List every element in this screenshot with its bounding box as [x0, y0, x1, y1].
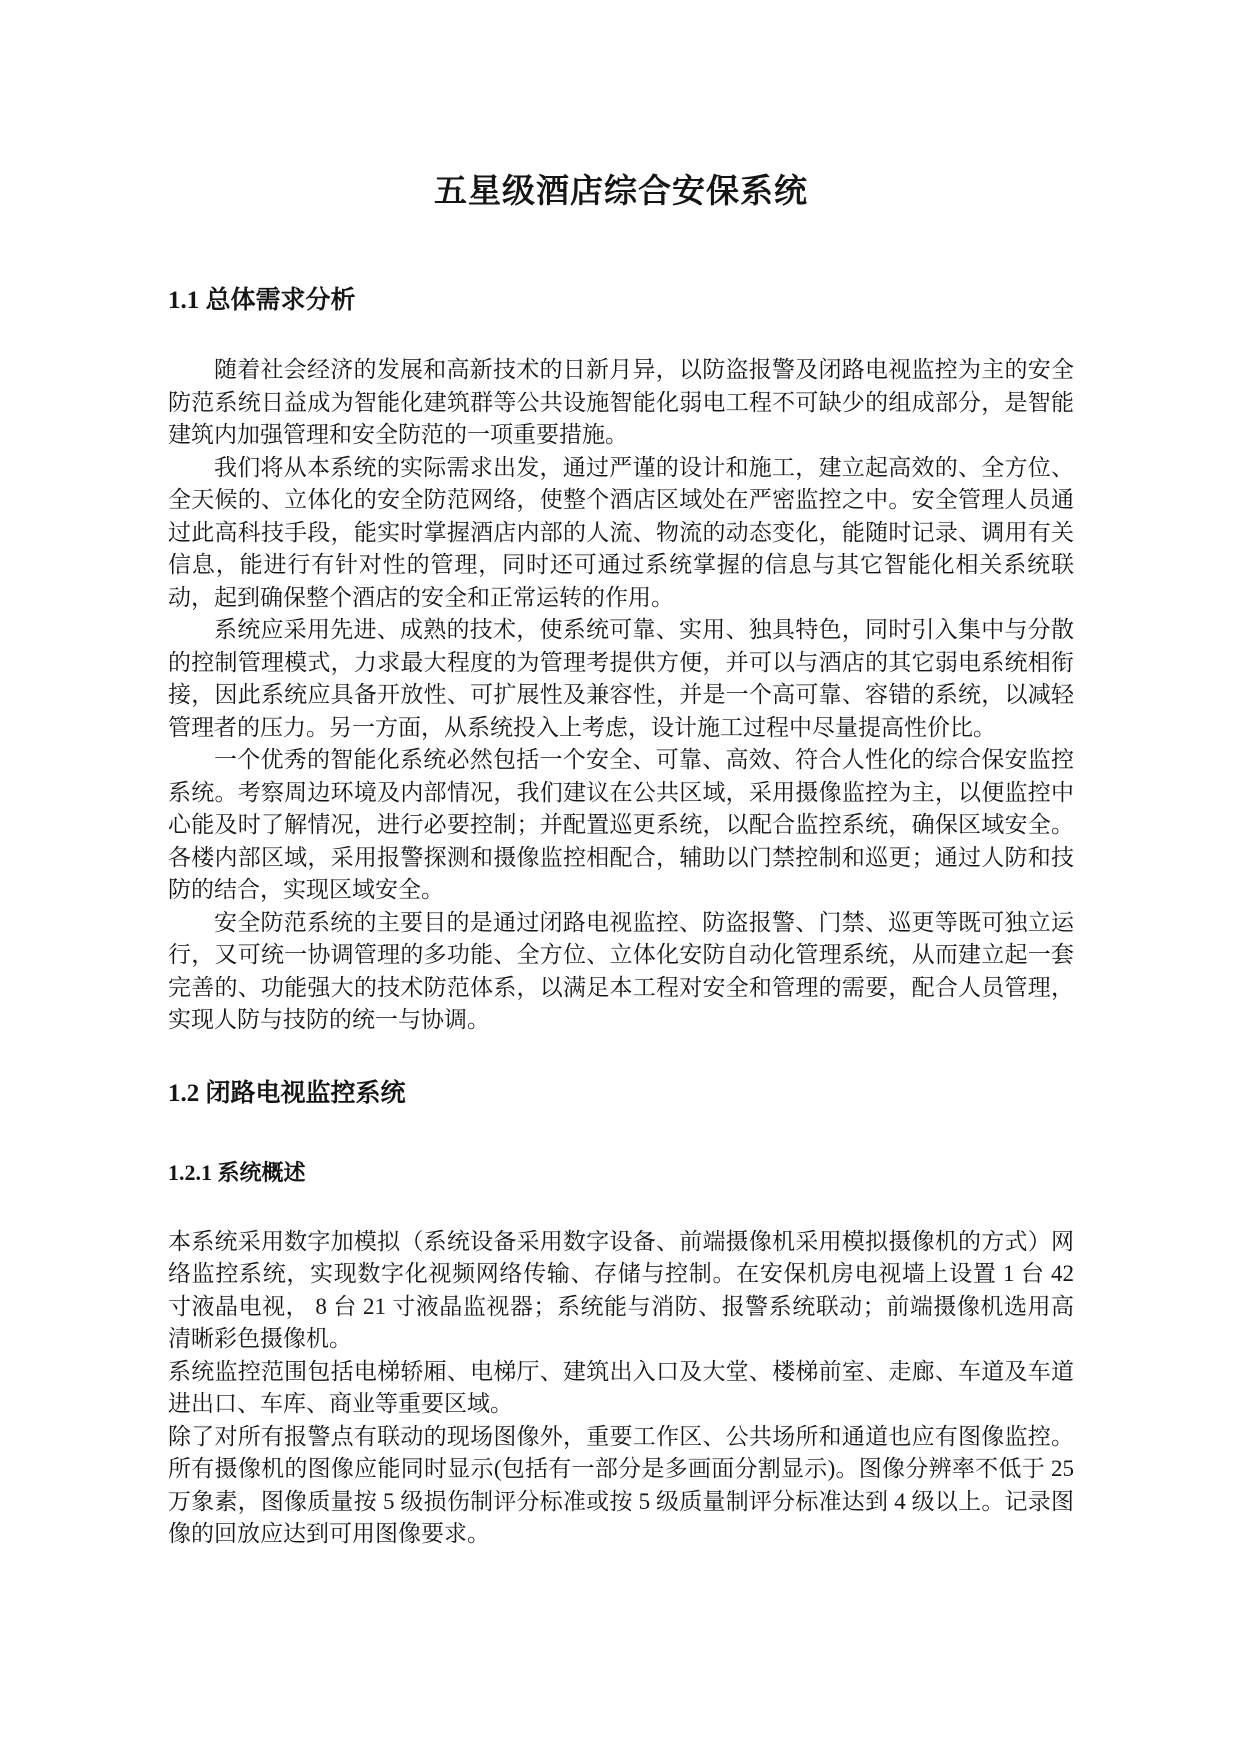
paragraph-overview-1: 随着社会经济的发展和高新技术的日新月异，以防盗报警及闭路电视监控为主的安全防范系统日益成为智能化建筑群等公共设施智能化弱电工程不可缺少的组成部分，是智能建筑内加强管理和安全防范的一项重要措施。: [168, 357, 1074, 447]
section-heading-1-2-1: 1.2.1 系统概述: [168, 1159, 306, 1185]
paragraph-cctv-3: 除了对所有报警点有联动的现场图像外，重要工作区、公共场所和通道也应有图像监控。所有摄像机的图像应能同时显示(包括有一部分是多画面分割显示)。图像分辨率不低于 25 万象素，图像质量按 5 级损伤制评分标准或按 5 级质量制评分标准达到 4 级以上。记录图像的回放应达到可用图像要求。: [168, 1423, 1074, 1546]
section-heading-1-1: 1.1 总体需求分析: [168, 287, 356, 314]
paragraph-overview-2: 我们将从本系统的实际需求出发，通过严谨的设计和施工，建立起高效的、全方位、全天候的、立体化的安全防范网络，使整个酒店区域处在严密监控之中。安全管理人员通过此高科技手段，能实时掌握酒店内部的人流、物流的动态变化，能随时记录、调用有关信息，能进行有针对性的管理，同时还可通过系统掌握的信息与其它智能化相关系统联动，起到确保整个酒店的安全和正常运转的作用。: [168, 454, 1074, 610]
paragraph-overview-5: 安全防范系统的主要目的是通过闭路电视监控、防盗报警、门禁、巡更等既可独立运行，又可统一协调管理的多功能、全方位、立体化安防自动化管理系统，从而建立起一套完善的、功能强大的技术防范体系，以满足本工程对安全和管理的需要，配合人员管理，实现人防与技防的统一与协调。: [168, 909, 1074, 1032]
paragraph-overview-3: 系统应采用先进、成熟的技术，使系统可靠、实用、独具特色，同时引入集中与分散的控制管理模式，力求最大程度的为管理考提供方便，并可以与酒店的其它弱电系统相衔接，因此系统应具备开放性、可扩展性及兼容性，并是一个高可靠、容错的系统，以减轻管理者的压力。另一方面，从系统投入上考虑，设计施工过程中尽量提高性价比。: [168, 617, 1074, 740]
paragraph-cctv-2: 系统监控范围包括电梯轿厢、电梯厅、建筑出入口及大堂、楼梯前室、走廊、车道及车道进出口、车库、商业等重要区域。: [168, 1358, 1074, 1416]
section-heading-1-2: 1.2 闭路电视监控系统: [168, 1079, 406, 1107]
document-title: 五星级酒店综合安保系统: [434, 174, 808, 210]
paragraph-cctv-1: 本系统采用数字加模拟（系统设备采用数字设备、前端摄像机采用模拟摄像机的方式）网络监控系统，实现数字化视频网络传输、存储与控制。在安保机房电视墙上设置 1 台 42 寸液晶电视， 8 台 21 寸液晶监视器；系统能与消防、报警系统联动；前端摄像机选用高清晰彩色摄像机。: [168, 1228, 1074, 1351]
paragraph-overview-4: 一个优秀的智能化系统必然包括一个安全、可靠、高效、符合人性化的综合保安监控系统。考察周边环境及内部情况，我们建议在公共区域，采用摄像监控为主，以便监控中心能及时了解情况，进行必要控制；并配置巡更系统，以配合监控系统，确保区域安全。各楼内部区域，采用报警探测和摄像监控相配合，辅助以门禁控制和巡更；通过人防和技防的结合，实现区域安全。: [168, 747, 1074, 902]
